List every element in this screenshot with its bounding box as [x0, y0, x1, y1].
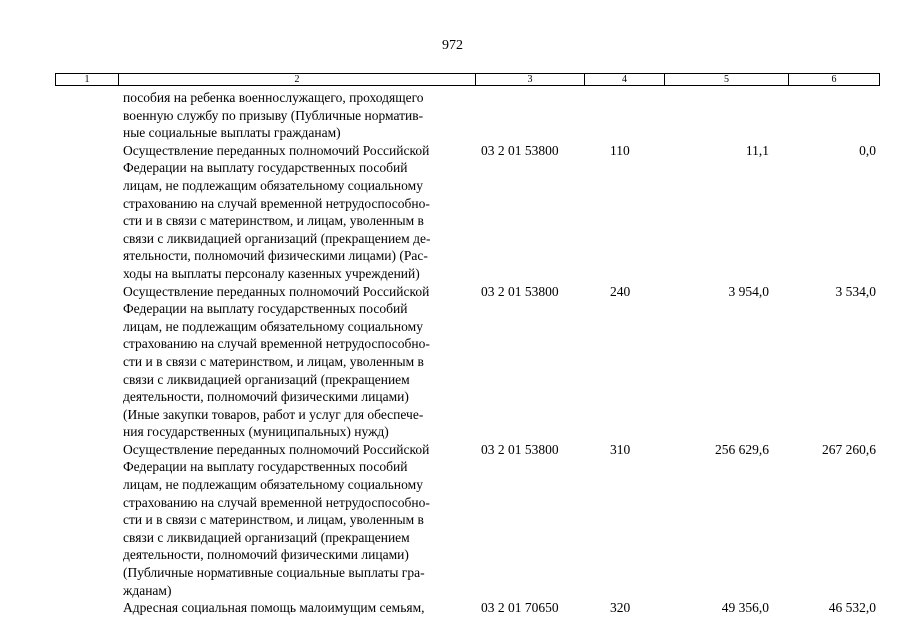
- row-value-col6: 267 260,6: [822, 441, 876, 457]
- header-col-5: 5: [665, 74, 789, 85]
- row-value-col6: 46 532,0: [828, 600, 876, 616]
- row-value-col5: 3 954,0: [728, 283, 769, 299]
- row-description: Адресная социальная помощь малоимущим семьям,: [123, 600, 425, 616]
- header-col-3: 3: [476, 74, 585, 85]
- table-row: [0, 283, 905, 441]
- page-number: 972: [442, 38, 463, 53]
- table-row: [0, 142, 905, 283]
- header-col-2: 2: [119, 74, 476, 85]
- table-body: [0, 89, 905, 617]
- row-value-col5: 49 356,0: [721, 600, 769, 616]
- row-expense-type: 110: [610, 142, 630, 158]
- row-description: Осуществление переданных полномочий Российской Федерации на выплату государственных пособий лицам, не подлежащим обязательному социальному страхованию на случай временной нетрудоспособно- сти и в связи с материнством, и лицам, уволенным в связи с ликвидацией организаций (прекращением деятельности, полномочий физическими лицами) (Иные закупки товаров, работ и услуг для обеспече- ния государственных (муниципальных) нужд): [123, 283, 430, 440]
- row-value-col5: 11,1: [745, 142, 769, 158]
- row-value-col5: 256 629,6: [715, 441, 769, 457]
- header-col-1: 1: [56, 74, 119, 85]
- row-description: Осуществление переданных полномочий Российской Федерации на выплату государственных пособий лицам, не подлежащим обязательному социальному страхованию на случай временной нетрудоспособно- сти и в связи с материнством, и лицам, уволенным в связи с ликвидацией организаций (прекращением де- ятельности, полномочий физическими лицами) (Рас- ходы на выплаты персоналу казенных учреждений): [123, 142, 431, 281]
- table-row: [0, 89, 905, 142]
- row-value-col6: 3 534,0: [835, 283, 876, 299]
- row-expense-type: 310: [610, 441, 631, 457]
- header-col-6: 6: [831, 74, 837, 85]
- row-code: 03 2 01 53800: [481, 142, 559, 158]
- header-col-4: 4: [585, 74, 665, 85]
- row-code: 03 2 01 53800: [481, 441, 559, 457]
- row-code: 03 2 01 53800: [481, 283, 559, 299]
- row-description: пособия на ребенка военнослужащего, проходящего военную службу по призыву (Публичные норматив- ные социальные выплаты гражданам): [123, 90, 424, 141]
- table-row: [0, 599, 905, 617]
- row-expense-type: 320: [610, 600, 631, 616]
- table-row: [0, 441, 905, 599]
- row-value-col6: 0,0: [859, 142, 876, 158]
- table-header: [55, 73, 880, 86]
- row-description: Осуществление переданных полномочий Российской Федерации на выплату государственных пособий лицам, не подлежащим обязательному социальному страхованию на случай временной нетрудоспособно- сти и в связи с материнством, и лицам, уволенным в связи с ликвидацией организаций (прекращением деятельности, полномочий физическими лицами) (Публичные нормативные социальные выплаты гра- жданам): [123, 441, 430, 598]
- row-code: 03 2 01 70650: [481, 600, 559, 616]
- row-expense-type: 240: [610, 283, 631, 299]
